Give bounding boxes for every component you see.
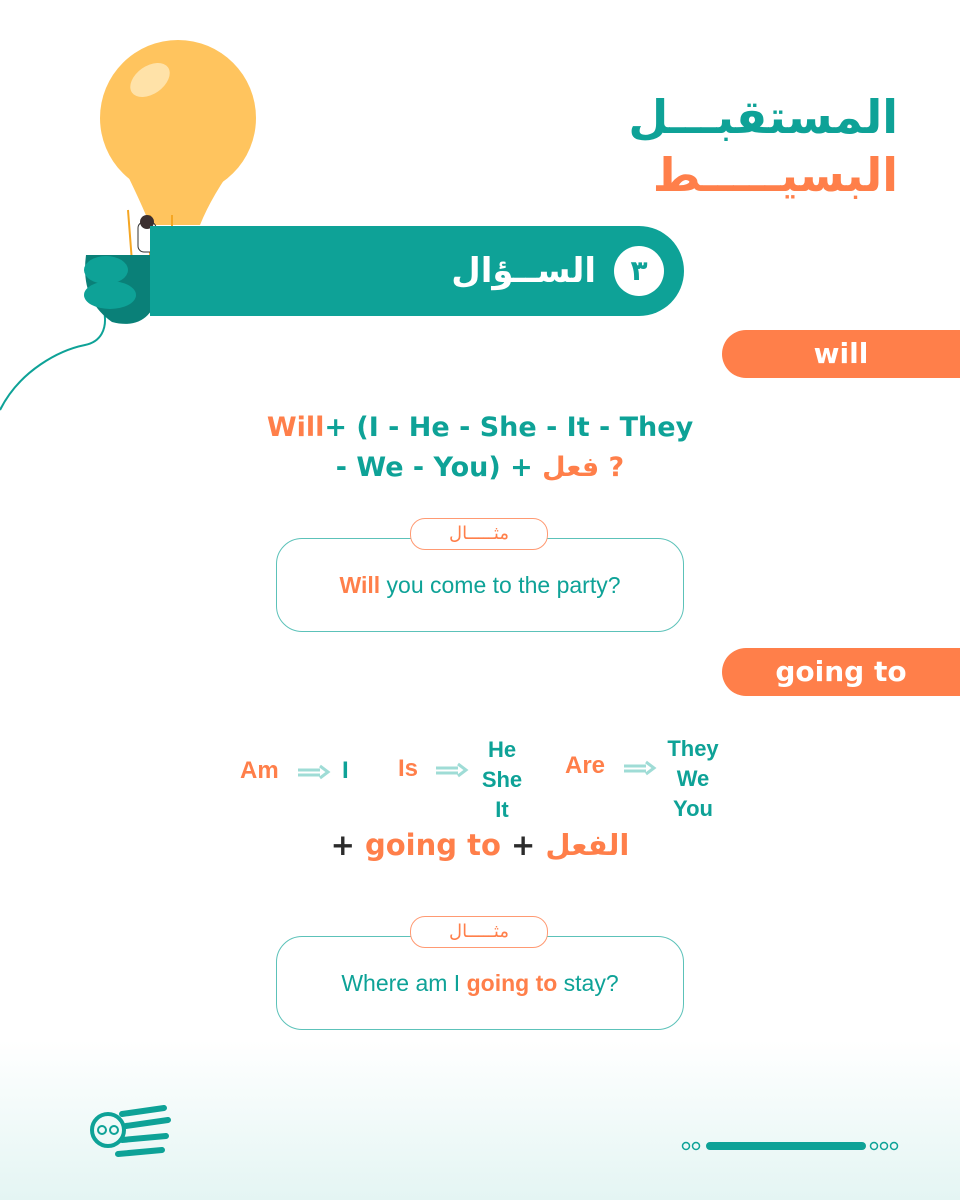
will-tag: will — [722, 330, 960, 378]
going-to-formula — [0, 828, 960, 862]
are-word: Are — [565, 752, 606, 779]
arrow-icon — [622, 760, 658, 776]
formula-subjects-end: - We - You) + — [335, 452, 543, 483]
going-to-tag: going to — [722, 648, 960, 696]
title-line-2: البسيـــــط — [652, 148, 898, 202]
example-end: stay? — [557, 970, 619, 996]
example-will: Will — [339, 572, 381, 598]
example-text: you come to the party? — [380, 572, 621, 598]
formula-plus-1: + — [330, 828, 365, 862]
will-formula-line-2 — [0, 452, 960, 483]
going-to-example-box — [276, 936, 684, 1030]
is-subjects — [472, 735, 532, 825]
example-going-to: going to — [466, 970, 558, 996]
will-example-tag: مثـــــال — [410, 518, 548, 550]
am-word: Am — [240, 757, 279, 784]
will-example-box — [276, 538, 684, 632]
section-number: ٣ — [614, 246, 664, 296]
arrow-icon — [296, 764, 332, 780]
formula-going-to: going to — [365, 828, 501, 862]
title-line-1: المستقبـــل — [628, 90, 898, 144]
formula-subjects: + (I - He - She - It - They — [324, 412, 694, 443]
arrow-icon — [434, 762, 470, 778]
section-banner — [150, 226, 684, 316]
formula-verb-arabic: الفعل — [545, 828, 630, 862]
subject-you: You — [673, 796, 713, 821]
section-label: الســؤال — [451, 251, 596, 291]
is-word: Is — [398, 755, 419, 782]
example-start: Where am I — [341, 970, 467, 996]
will-formula-line-1 — [0, 412, 960, 443]
subject-she: She — [481, 767, 523, 792]
formula-question-mark: ? — [599, 452, 625, 483]
am-subject: I — [342, 757, 349, 784]
subject-it: It — [495, 797, 509, 822]
subject-he: He — [487, 737, 517, 762]
are-subjects — [658, 734, 728, 824]
subject-we: We — [676, 766, 710, 791]
subject-they: They — [667, 736, 719, 761]
brand-logo — [82, 1100, 172, 1164]
formula-verb: فعل — [542, 452, 600, 483]
page-title — [628, 90, 898, 202]
progress-dots — [680, 1138, 900, 1154]
formula-will: Will — [266, 412, 325, 443]
going-to-example-tag: مثـــــال — [410, 916, 548, 948]
formula-plus-2: + — [500, 828, 546, 862]
